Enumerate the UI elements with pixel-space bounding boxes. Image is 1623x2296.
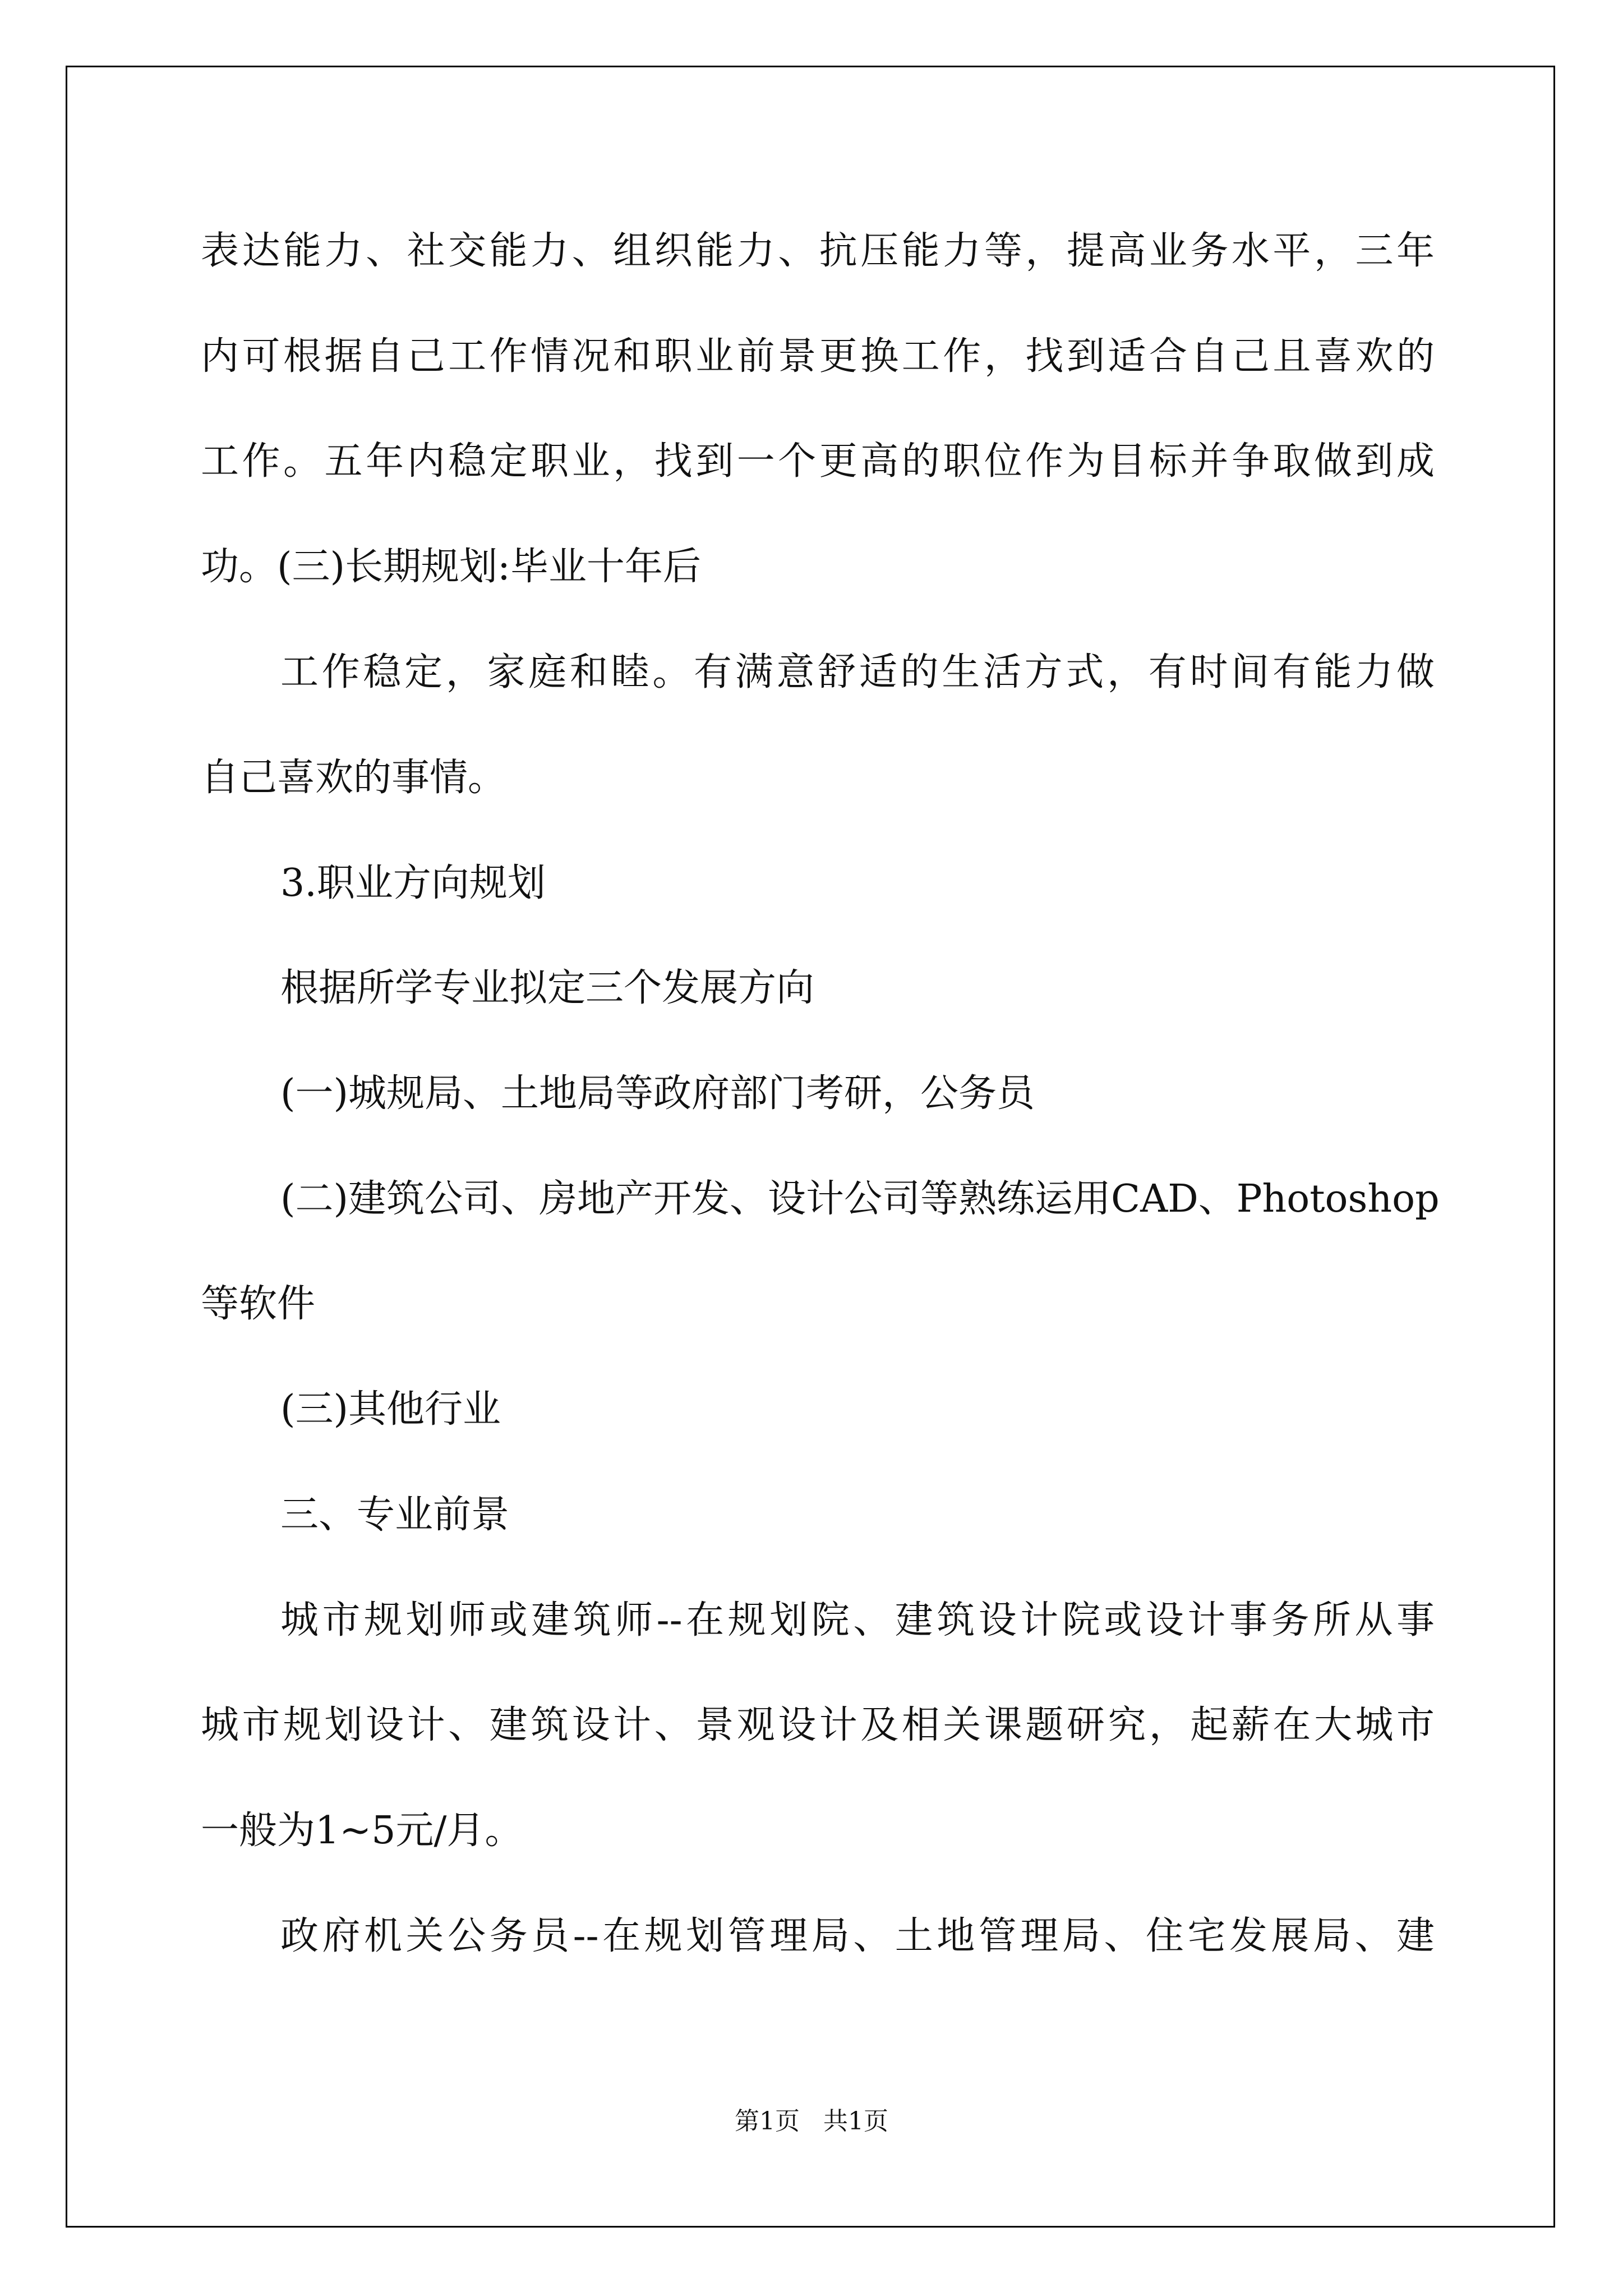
paragraph-line-15: 城市规划设计、建筑设计、景观设计及相关课题研究，起薪在大城市 bbox=[201, 1703, 1435, 1747]
paragraph-line-1: 表达能力、社交能力、组织能力、抗压能力等，提高业务水平，三年 bbox=[201, 229, 1435, 273]
paragraph-line-14: 城市规划师或建筑师--在规划院、建筑设计院或设计事务所从事 bbox=[280, 1598, 1435, 1642]
paragraph-line-4: 功。(三)长期规划:毕业十年后 bbox=[201, 545, 701, 589]
page-number-footer: 第1页 共1页 bbox=[735, 2107, 888, 2136]
paragraph-line-16: 一般为1~5元/月。 bbox=[201, 1809, 523, 1853]
paragraph-line-17: 政府机关公务员--在规划管理局、土地管理局、住宅发展局、建 bbox=[280, 1914, 1435, 1958]
paragraph-line-5: 工作稳定，家庭和睦。有满意舒适的生活方式，有时间有能力做 bbox=[280, 650, 1435, 694]
paragraph-line-3: 工作。五年内稳定职业，找到一个更高的职位作为目标并争取做到成 bbox=[201, 439, 1435, 484]
list-item-3: (三)其他行业 bbox=[280, 1387, 501, 1432]
list-item-1: (一)城规局、土地局等政府部门考研，公务员 bbox=[280, 1071, 1035, 1116]
list-item-2-continued: 等软件 bbox=[201, 1282, 316, 1326]
list-item-2: (二)建筑公司、房地产开发、设计公司等熟练运用CAD、Photoshop bbox=[280, 1177, 1440, 1221]
section-heading-career-direction: 3.职业方向规划 bbox=[280, 861, 546, 905]
paragraph-line-2: 内可根据自己工作情况和职业前景更换工作，找到适合自己且喜欢的 bbox=[201, 334, 1435, 379]
page-border bbox=[66, 66, 1555, 2228]
paragraph-line-6: 自己喜欢的事情。 bbox=[201, 756, 506, 800]
paragraph-line-8: 根据所学专业拟定三个发展方向 bbox=[280, 966, 815, 1010]
section-heading-prospects: 三、专业前景 bbox=[280, 1493, 510, 1537]
